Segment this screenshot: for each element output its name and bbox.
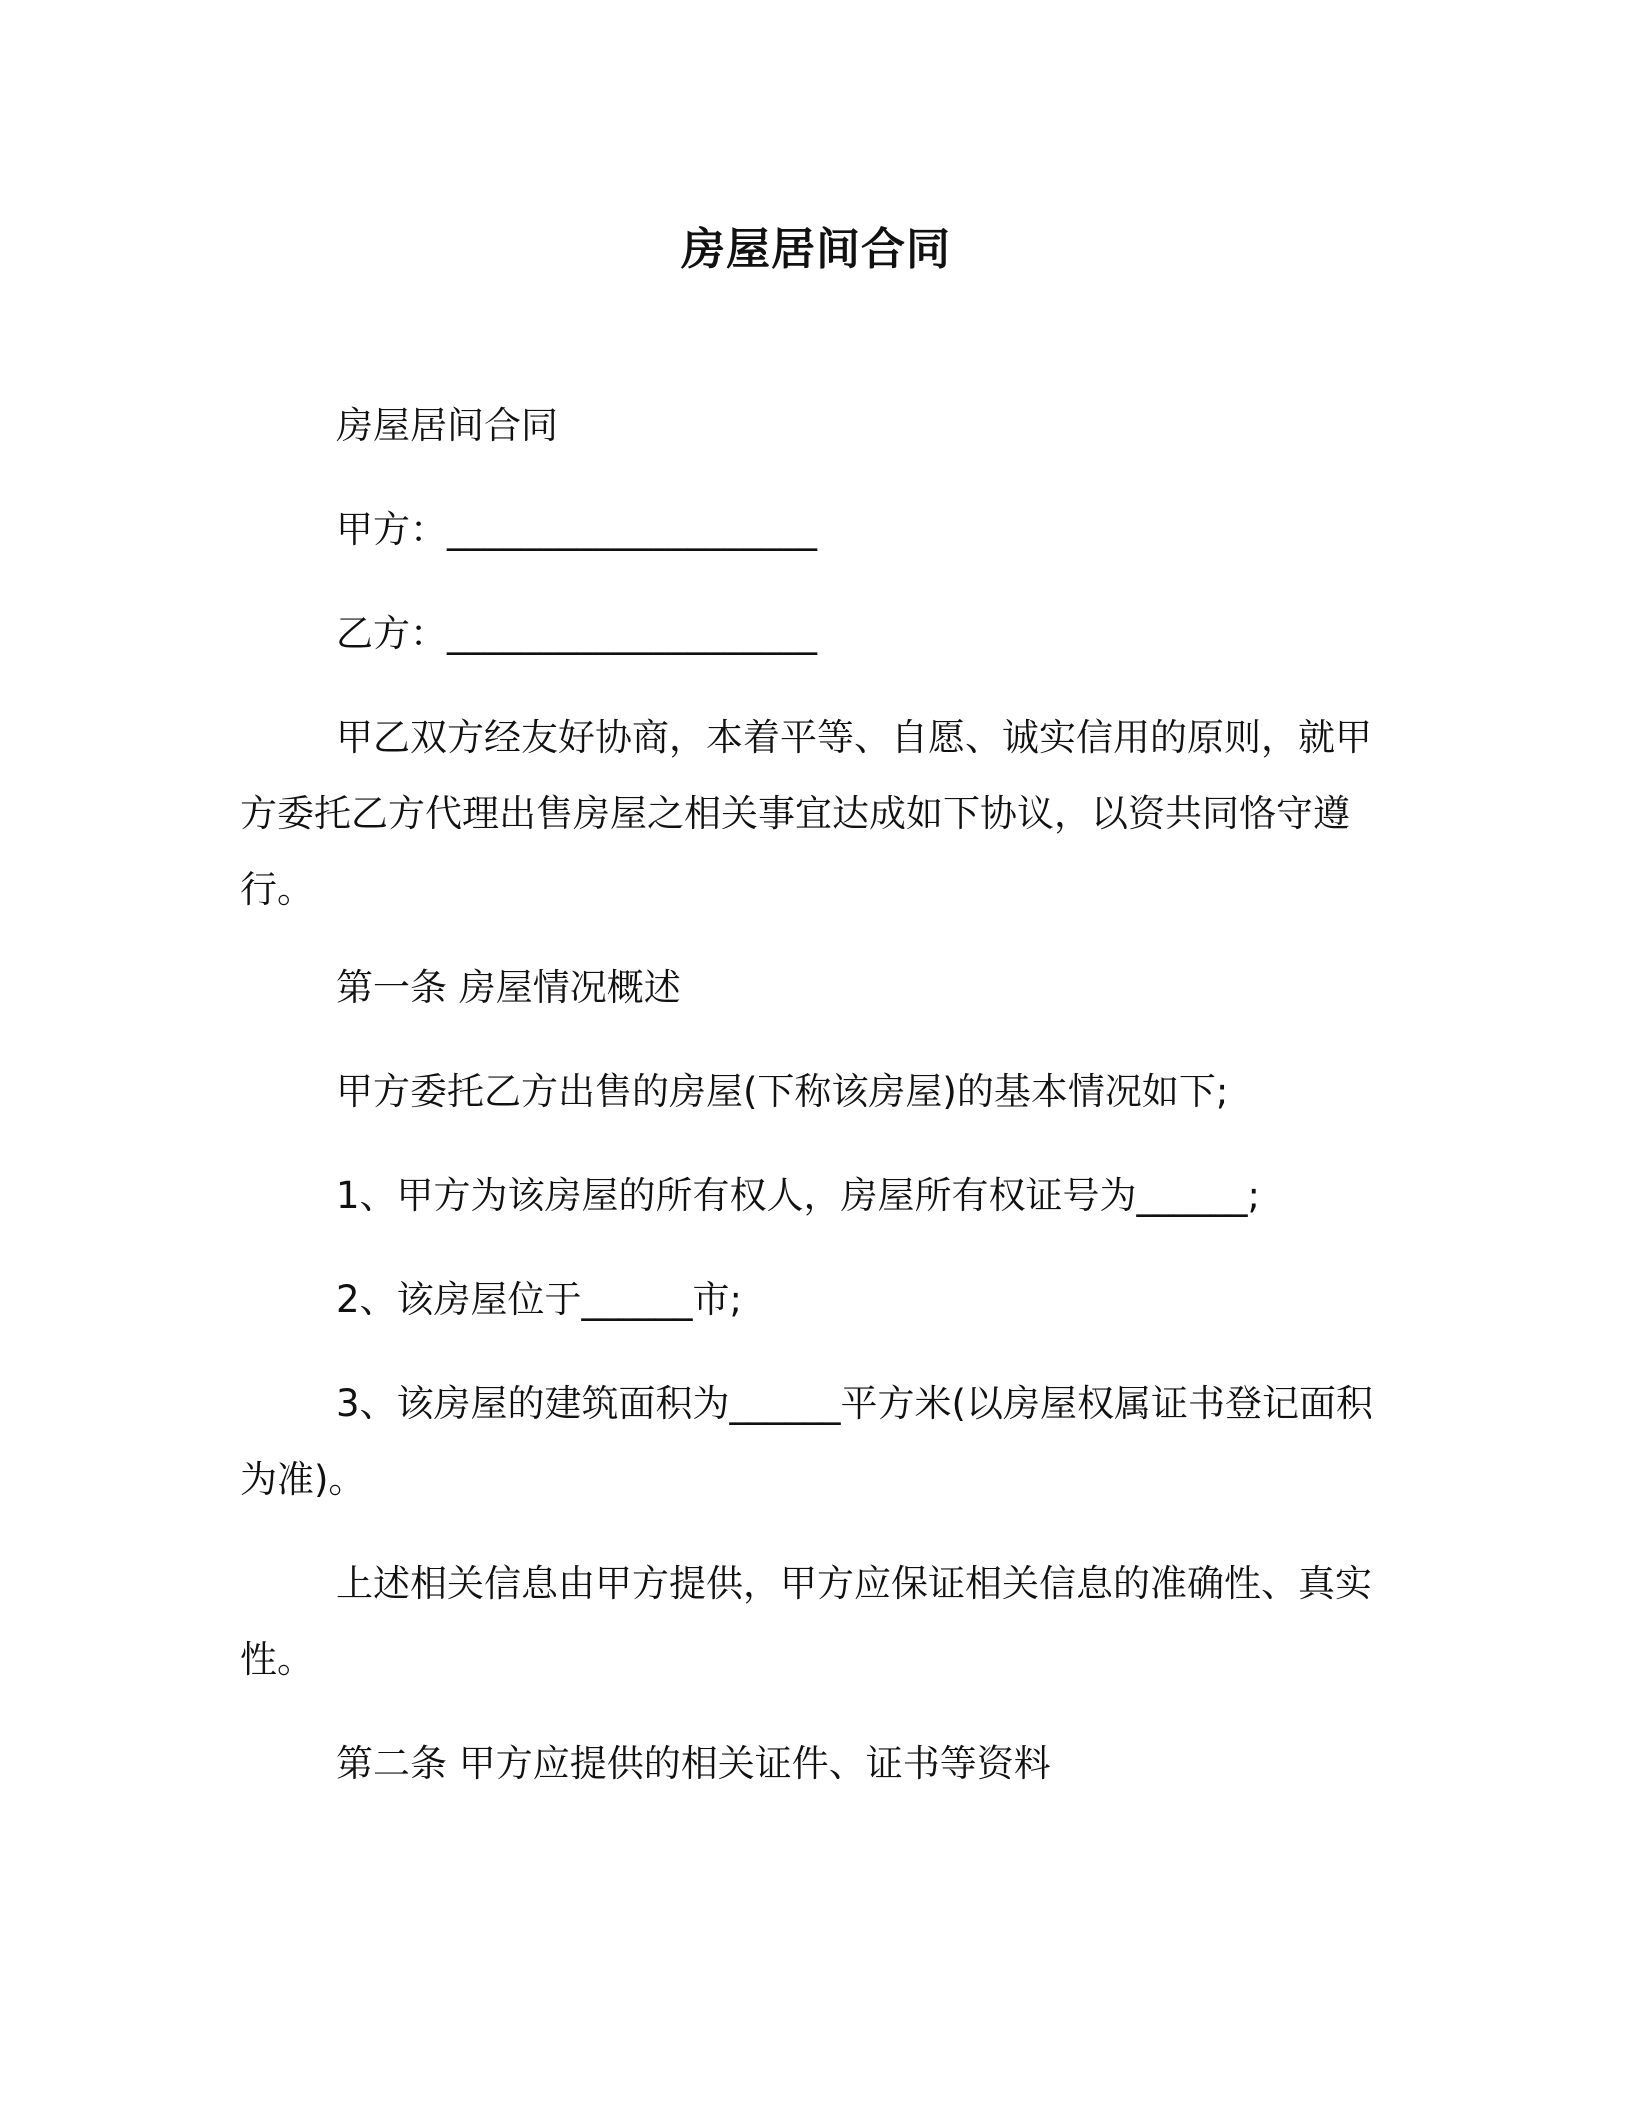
paragraph-preamble: 甲乙双方经友好协商，本着平等、自愿、诚实信用的原则，就甲方委托乙方代理出售房屋之相关事宜达成如下协议，以资共同恪守遵行。	[240, 716, 1372, 911]
paragraph-article-1-intro: 甲方委托乙方出售的房屋(下称该房屋)的基本情况如下;	[336, 1070, 1229, 1113]
paragraph-item-2: 2、该房屋位于______市;	[336, 1278, 743, 1321]
paragraph-item-3: 3、该房屋的建筑面积为______平方米(以房屋权属证书登记面积为准)。	[240, 1382, 1373, 1501]
document-title: 房屋居间合同	[681, 224, 951, 275]
paragraph-item-1: 1、甲方为该房屋的所有权人，房屋所有权证号为______;	[336, 1174, 1261, 1217]
paragraph-party-b: 乙方：____________________	[336, 612, 817, 655]
paragraph-accuracy: 上述相关信息由甲方提供，甲方应保证相关信息的准确性、真实性。	[240, 1562, 1372, 1681]
paragraph-article-2-heading: 第二条 甲方应提供的相关证件、证书等资料	[336, 1742, 1051, 1785]
paragraph-subtitle: 房屋居间合同	[336, 404, 558, 447]
paragraph-party-a: 甲方：____________________	[336, 508, 817, 551]
paragraph-article-1-heading: 第一条 房屋情况概述	[336, 966, 681, 1009]
